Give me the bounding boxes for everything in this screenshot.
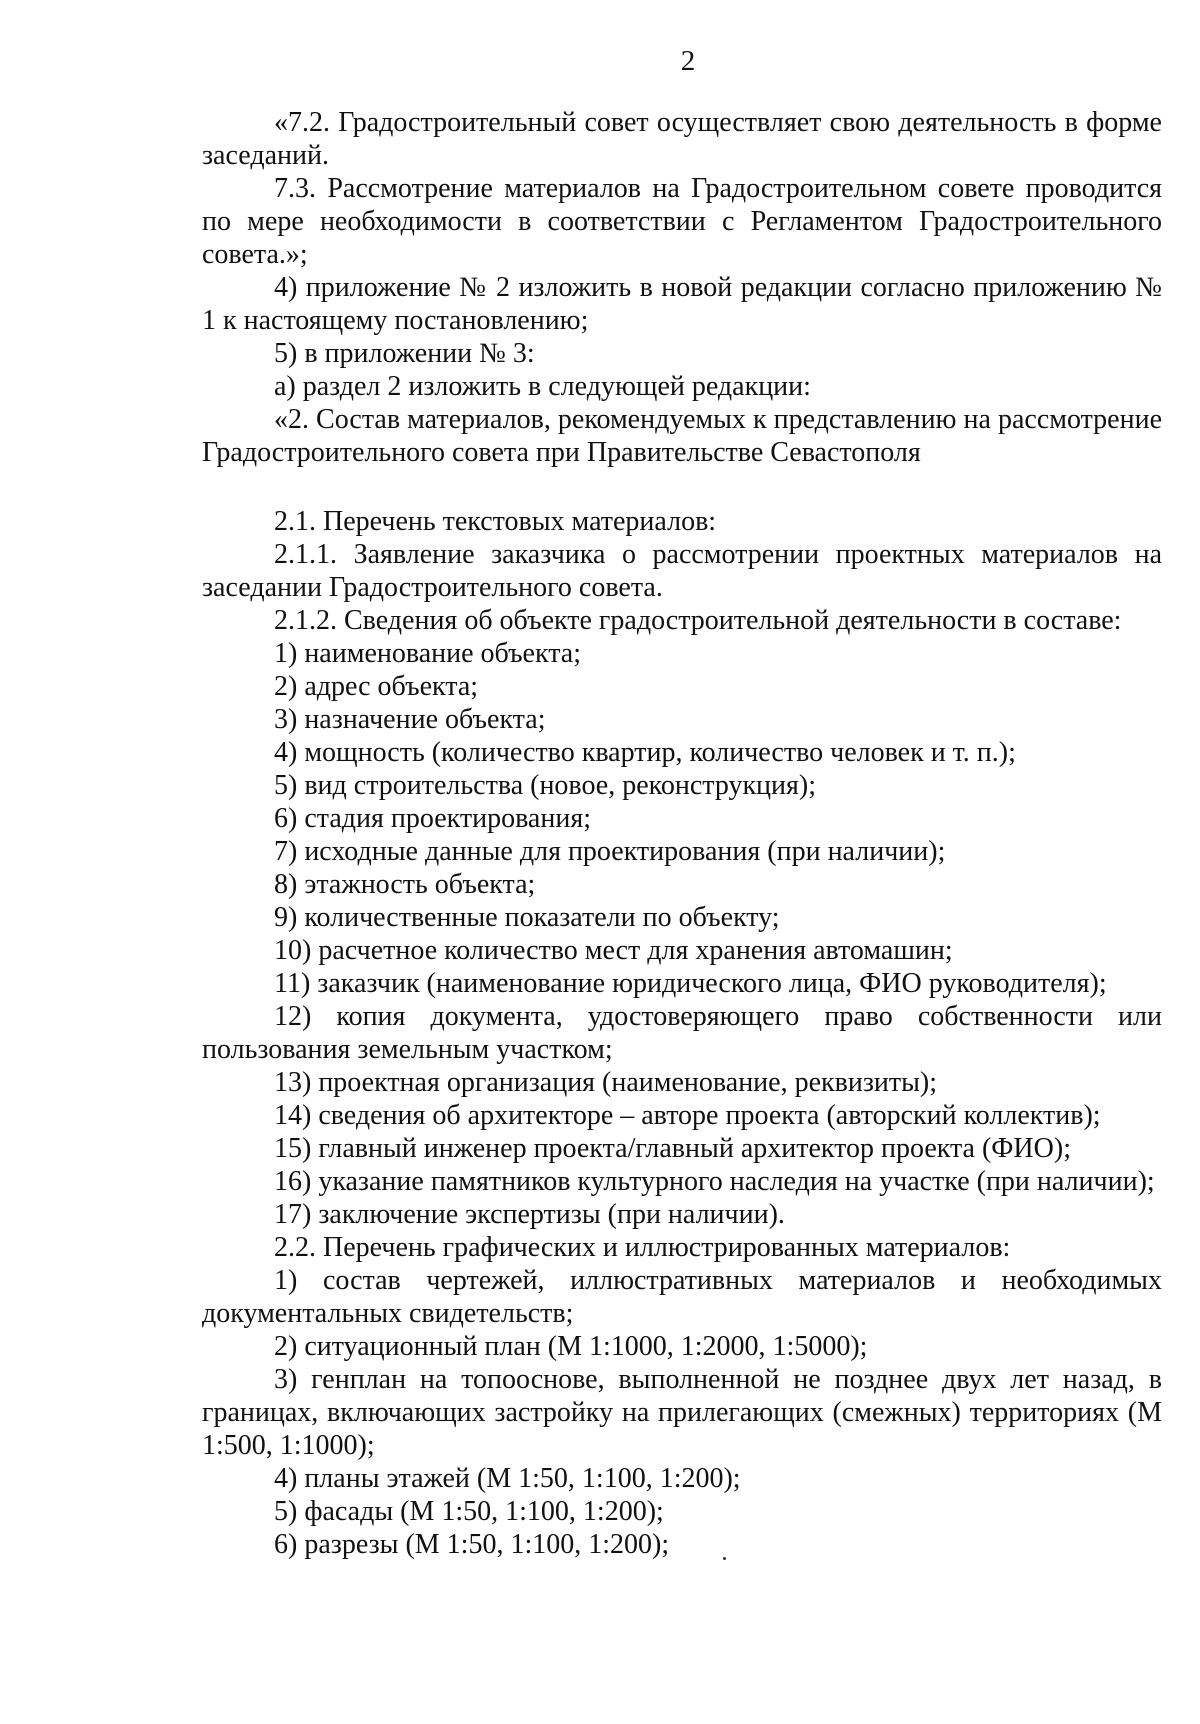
list-item: 4) планы этажей (М 1:50, 1:100, 1:200);: [274, 1463, 741, 1494]
document-body: [202, 106, 1162, 1561]
subsection-2-2: 2.2. Перечень графических и иллюстрированных материалов:: [274, 1232, 1011, 1263]
list-item: 17) заключение экспертизы (при наличии).: [274, 1199, 785, 1230]
list-item: 15) главный инженер проекта/главный архитектор проекта (ФИО);: [274, 1133, 1071, 1164]
list-item: 10) расчетное количество мест для хранения автомашин;: [274, 935, 953, 966]
list-item: 14) сведения об архитекторе – авторе проекта (авторский коллектив);: [274, 1100, 1101, 1131]
list-item: 8) этажность объекта;: [274, 869, 536, 900]
list-item: 4) мощность (количество квартир, количество человек и т. п.);: [274, 737, 1016, 768]
list-item: 5) фасады (М 1:50, 1:100, 1:200);: [274, 1496, 664, 1527]
list-item: 2) адрес объекта;: [274, 671, 479, 702]
list-item: 12) копия документа, удостоверяющего право собственности или пользования земельным участком;: [202, 1001, 1162, 1065]
list-item: 7) исходные данные для проектирования (при наличии);: [274, 836, 946, 867]
paragraph-item-4: 4) приложение № 2 изложить в новой редакции согласно приложению № 1 к настоящему постановлению;: [202, 272, 1162, 336]
list-item: 5) вид строительства (новое, реконструкция);: [274, 770, 817, 801]
list-item: 2) ситуационный план (М 1:1000, 1:2000, 1:5000);: [274, 1331, 868, 1362]
list-item: 6) стадия проектирования;: [274, 803, 591, 834]
paragraph-item-a: а) раздел 2 изложить в следующей редакции:: [274, 371, 811, 402]
list-item: 11) заказчик (наименование юридического лица, ФИО руководителя);: [274, 968, 1107, 999]
section-2-heading: «2. Состав материалов, рекомендуемых к представлению на рассмотрение Градостроительного совета при Правительстве Севастополя: [202, 404, 1162, 468]
paragraph-item-5: 5) в приложении № 3:: [274, 338, 535, 369]
page-number: 2: [680, 45, 696, 77]
list-item: 16) указание памятников культурного наследия на участке (при наличии);: [274, 1166, 1155, 1197]
list-item: 9) количественные показатели по объекту;: [274, 902, 780, 933]
paragraph-7-3: 7.3. Рассмотрение материалов на Градостроительном совете проводится по мере необходимости в соответствии с Регламентом Градостроительного совета.»;: [202, 173, 1162, 270]
list-item: 6) разрезы (М 1:50, 1:100, 1:200);: [274, 1529, 670, 1560]
subsection-2-1-2: 2.1.2. Сведения об объекте градостроительной деятельности в составе:: [274, 605, 1122, 636]
subsection-2-1-1: 2.1.1. Заявление заказчика о рассмотрении проектных материалов на заседании Градостроительного совета.: [202, 539, 1162, 603]
paragraph-7-2: «7.2. Градостроительный совет осуществляет свою деятельность в форме заседаний.: [202, 107, 1162, 171]
list-item: 3) назначение объекта;: [274, 704, 546, 735]
list-item: 3) генплан на топооснове, выполненной не позднее двух лет назад, в границах, включающих застройку на прилегающих (смежных) территориях (М 1:500, 1:1000);: [202, 1364, 1162, 1461]
list-item: 13) проектная организация (наименование, реквизиты);: [274, 1067, 938, 1098]
list-item: 1) наименование объекта;: [274, 638, 582, 669]
list-item: 1) состав чертежей, иллюстративных материалов и необходимых документальных свидетельств;: [202, 1265, 1162, 1329]
blank-line: [202, 469, 1162, 505]
scan-speck: [723, 1557, 726, 1560]
subsection-2-1: 2.1. Перечень текстовых материалов:: [274, 506, 717, 537]
